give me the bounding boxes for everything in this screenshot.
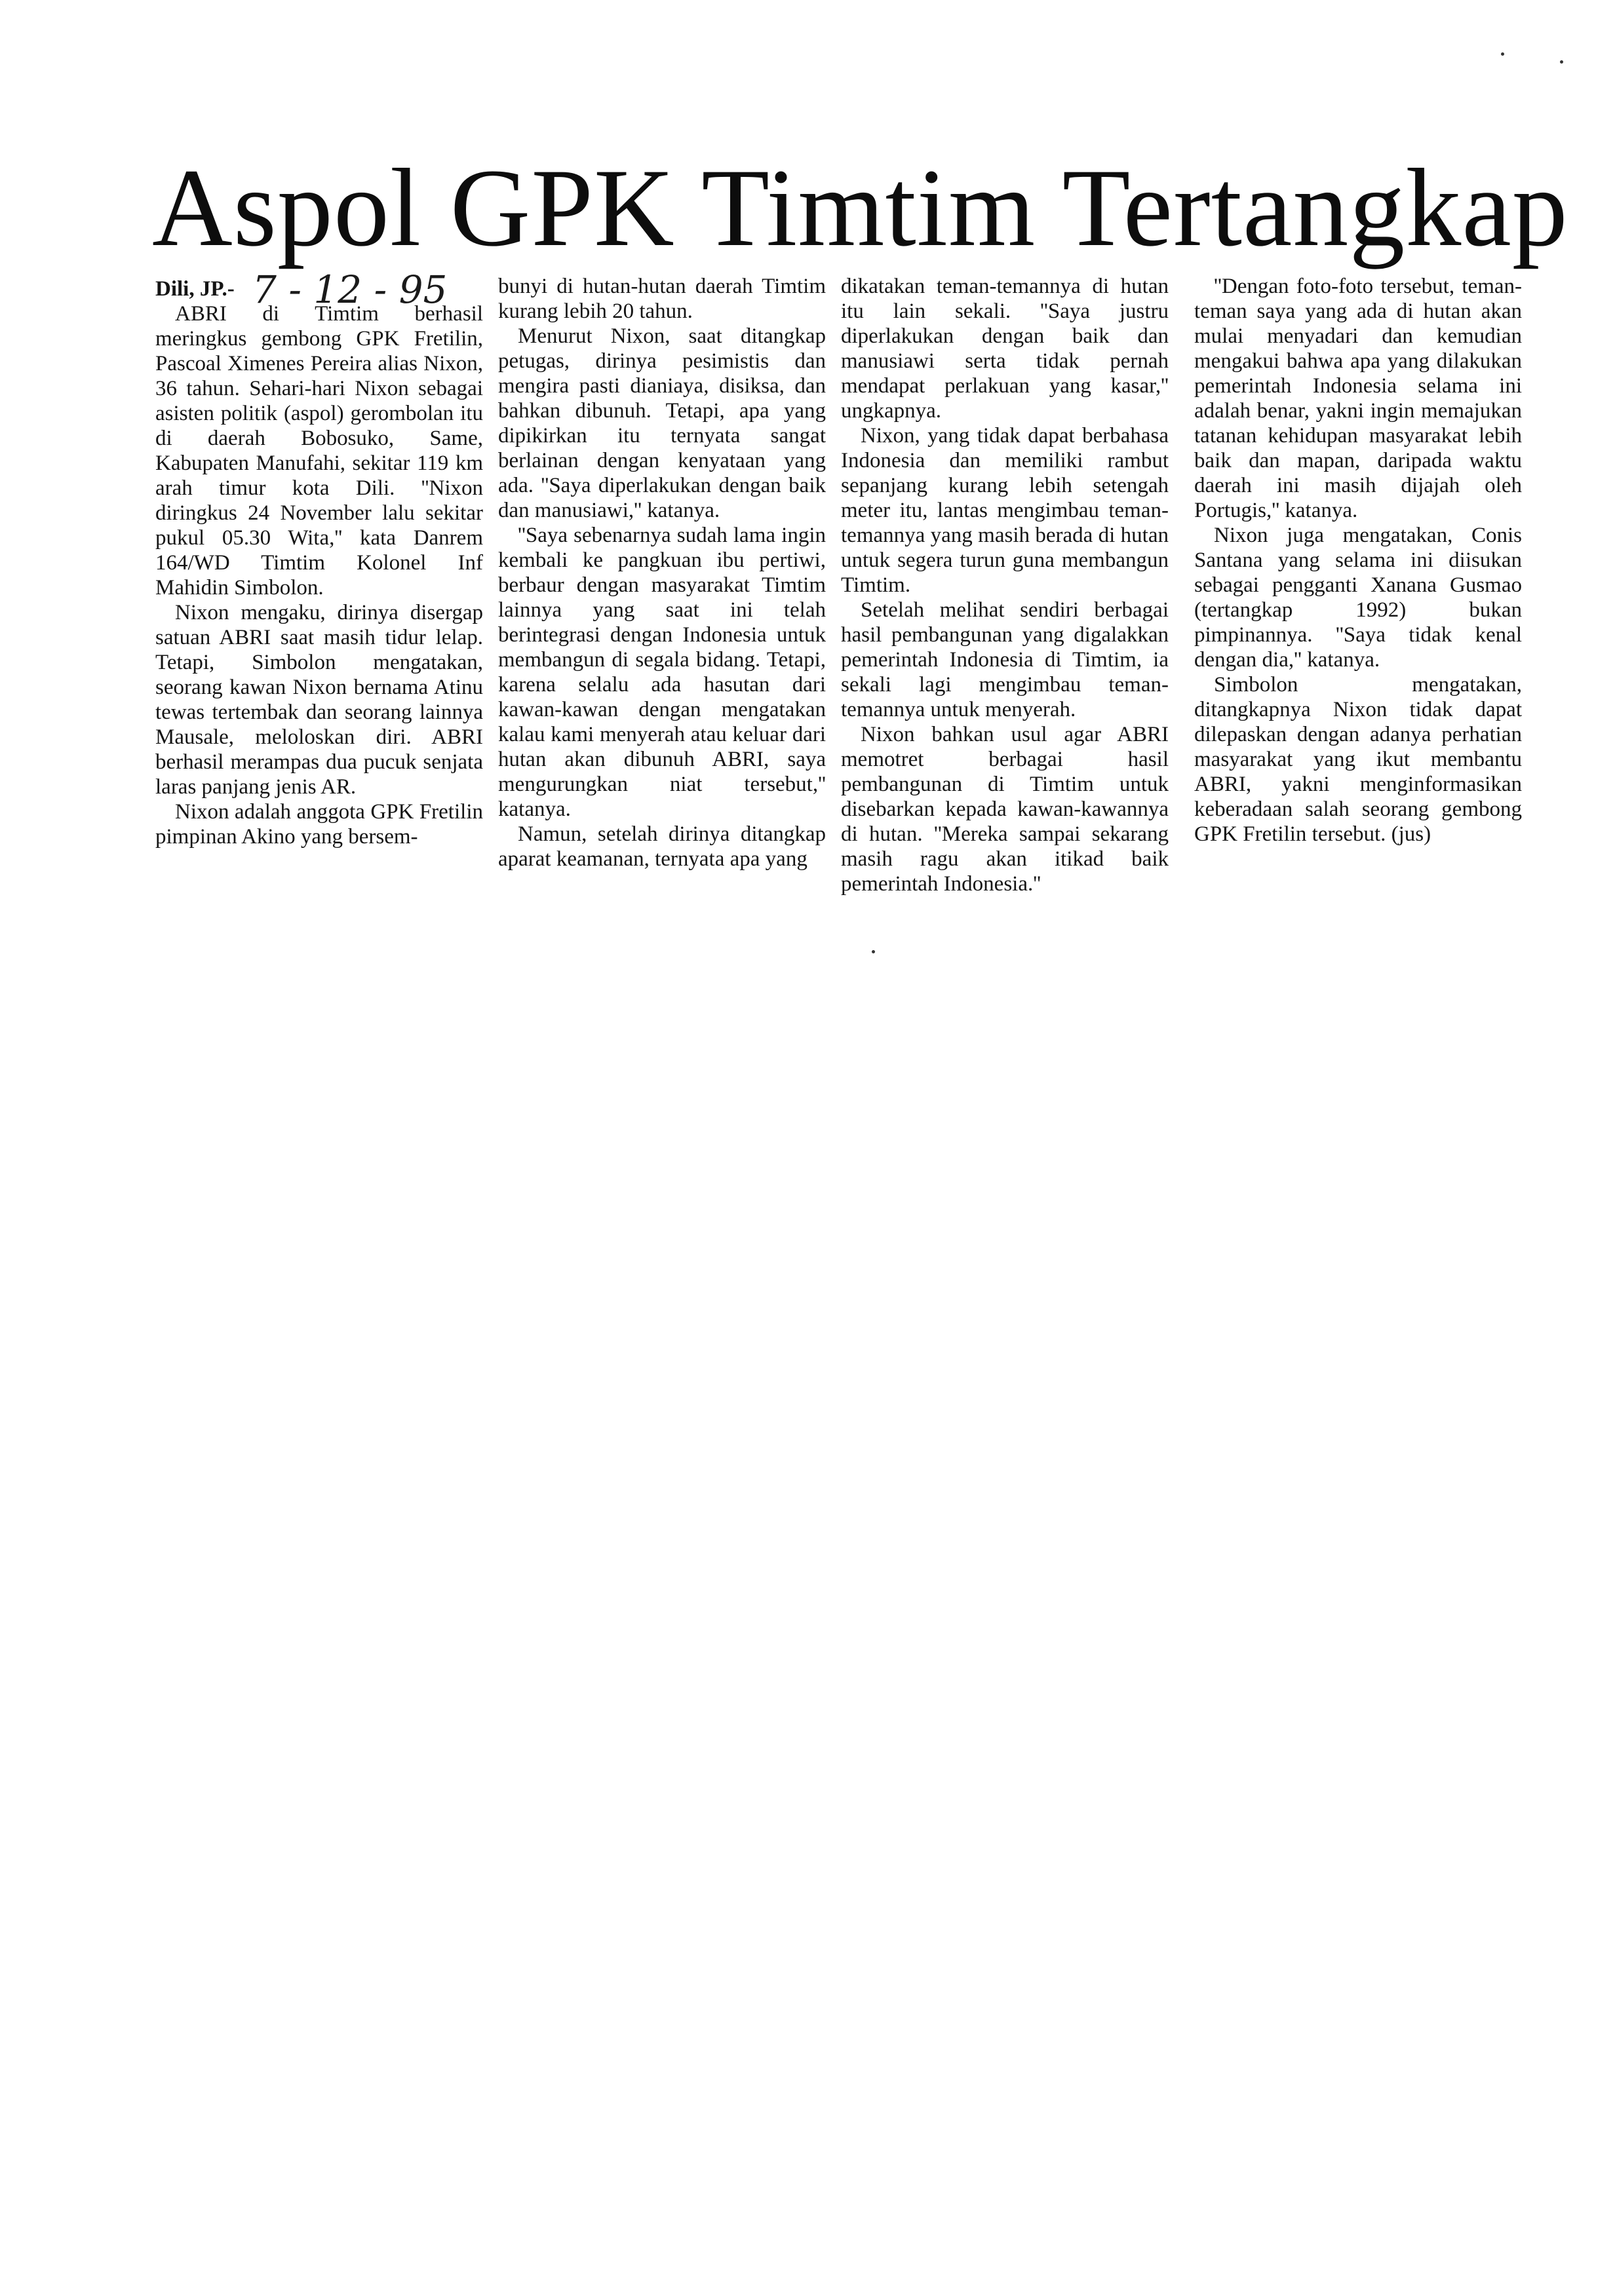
article-column-1 [155, 277, 483, 849]
paragraph: bunyi di hutan-hutan daerah Timtim kurang lebih 20 tahun. [498, 275, 826, 323]
paragraph: Nixon mengaku, dirinya disergap satuan ABRI saat masih tidur lelap. Tetapi, Simbolon mengatakan, seorang kawan Nixon bernama Atinu tewas tertembak dan seorang lainnya Mausale, meloloskan diri. ABRI berhasil merampas dua pucuk senjata laras panjang jenis AR. [155, 601, 483, 799]
paragraph: Simbolon mengatakan, ditangkapnya Nixon tidak dapat dilepaskan dengan adanya perhatian masyarakat yang ikut membantu ABRI, yakni menginformasikan keberadaan salah seorang gembong GPK Fretilin tersebut. (jus) [1194, 673, 1522, 846]
paragraph: Nixon, yang tidak dapat berbahasa Indonesia dan memiliki rambut sepanjang kurang lebih setengah meter itu, lantas mengimbau teman-temannya yang masih berada di hutan untuk segera turun guna membangun Timtim. [841, 424, 1169, 597]
article-column-2 [498, 274, 826, 871]
headline: Aspol GPK Timtim Tertangkap [152, 146, 1568, 269]
paragraph: Nixon adalah anggota GPK Fretilin pimpinan Akino yang bersem- [155, 800, 483, 849]
paragraph: ABRI di Timtim berhasil meringkus gembong GPK Fretilin, Pascoal Ximenes Pereira alias Nixon, 36 tahun. Sehari-hari Nixon sebagai asisten politik (aspol) gerombolan itu di daerah Bobosuko, Same, Kabupaten Manufahi, sekitar 119 km arah timur kota Dili. ''Nixon diringkus 24 November lalu sekitar pukul 05.30 Wita,'' kata Danrem 164/WD Timtim Kolonel Inf Mahidin Simbolon. [155, 302, 483, 600]
paragraph: Menurut Nixon, saat ditangkap petugas, dirinya pesimistis dan mengira pasti dianiaya, disiksa, dan bahkan dibunuh. Tetapi, apa yang dipikirkan itu ternyata sangat berlainan dengan kenyataan yang ada. ''Saya diperlakukan dengan baik dan manusiawi,'' katanya. [498, 324, 826, 522]
article-column-3 [841, 274, 1169, 896]
scan-speck [1560, 60, 1563, 64]
handwritten-date: 7 - 12 - 95 [252, 267, 448, 312]
paragraph: ''Dengan foto-foto tersebut, teman-teman saya yang ada di hutan akan mulai menyadari dan kemudian mengakui bahwa apa yang dilakukan pemerintah Indonesia selama ini adalah benar, yakni ingin memajukan tatanan kehidupan masyarakat lebih baik dan mapan, daripada waktu daerah ini masih dijajah oleh Portugis,'' katanya. [1194, 275, 1522, 522]
paragraph: ''Saya sebenarnya sudah lama ingin kembali ke pangkuan ibu pertiwi, berbaur dengan masyarakat Timtim lainnya yang saat ini telah berintegrasi dengan Indonesia untuk membangun di segala bidang. Tetapi, karena selalu ada hasutan dari kawan-kawan dengan mengatakan kalau kami menyerah atau keluar dari hutan akan dibunuh ABRI, saya mengurungkan niat tersebut,'' katanya. [498, 524, 826, 821]
paragraph: Setelah melihat sendiri berbagai hasil pembangunan yang digalakkan pemerintah Indonesia di Timtim, ia sekali lagi mengimbau teman-temannya untuk menyerah. [841, 598, 1169, 721]
dateline: Dili, JP.- [155, 277, 235, 301]
paragraph [155, 277, 483, 301]
article-column-4 [1194, 274, 1522, 847]
paragraph: Namun, setelah dirinya ditangkap aparat keamanan, ternyata apa yang [498, 822, 826, 871]
scan-speck [1501, 52, 1504, 56]
paragraph: dikatakan teman-temannya di hutan itu lain sekali. ''Saya justru diperlakukan dengan baik dan manusiawi serta tidak pernah mendapat perlakuan yang kasar,'' ungkapnya. [841, 275, 1169, 423]
paragraph: Nixon bahkan usul agar ABRI memotret berbagai hasil pembangunan di Timtim untuk disebarkan kepada kawan-kawannya di hutan. ''Mereka sampai sekarang masih ragu akan itikad baik pemerintah Indonesia.'' [841, 723, 1169, 896]
paragraph: Nixon juga mengatakan, Conis Santana yang selama ini diisukan sebagai pengganti Xanana Gusmao (tertangkap 1992) bukan pimpinannya. ''Saya tidak kenal dengan dia,'' katanya. [1194, 524, 1522, 672]
scan-speck [872, 950, 875, 953]
